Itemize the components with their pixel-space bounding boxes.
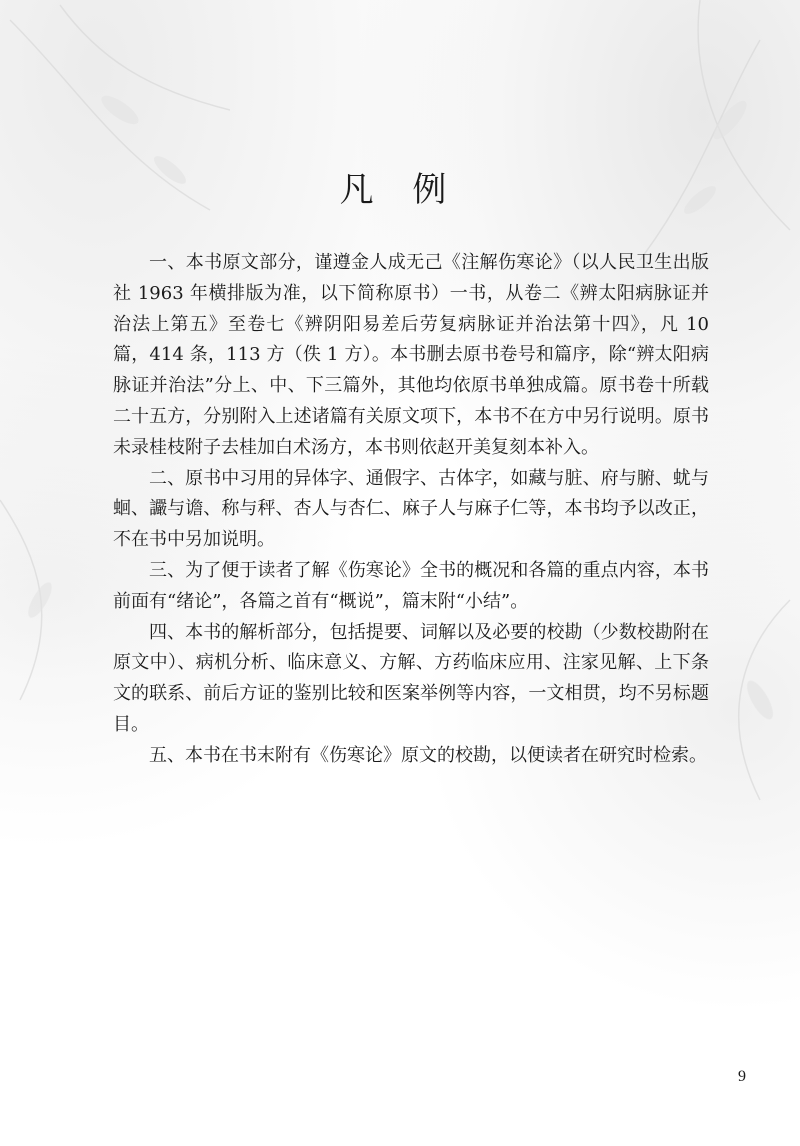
page-title: 凡 例 [339, 170, 461, 210]
page-number: 9 [738, 1068, 746, 1085]
paragraph-1: 一、本书原文部分，谨遵金人成无己《注解伤寒论》（以人民卫生出版社 1963 年横排版为准，以下简称原书）一书，从卷二《辨太阳病脉证并治法上第五》至卷七《辨阴阳易差后劳复病脉证并治法第十四》，凡 10 篇，414 条，113 方（佚 1 方）。本书删去原书卷号和篇序，除“辨太阳病脉证并治法”分上、中、下三篇外，其他均依原书单独成篇。原书卷十所载二十五方，分别附入上述诸篇有关原文项下，本书不在方中另行说明。原书未录桂枝附子去桂加白术汤方，本书则依赵开美复刻本补入。 [113, 252, 709, 458]
paragraph-5: 五、本书在书末附有《伤寒论》原文的校勘，以便读者在研究时检索。 [149, 744, 707, 766]
paragraph-3: 三、为了便于读者了解《伤寒论》全书的概况和各篇的重点内容，本书前面有“绪论”，各篇之首有“概说”，篇末附“小结”。 [113, 559, 709, 612]
paragraph-4: 四、本书的解析部分，包括提要、词解以及必要的校勘（少数校勘附在原文中）、病机分析、临床意义、方解、方药临床应用、注家见解、上下条文的联系、前后方证的鉴别比较和医案举例等内容，一文相贯，均不另标题目。 [113, 621, 709, 735]
body-text [113, 248, 709, 772]
paragraph-2: 二、原书中习用的异体字、通假字、古体字，如藏与脏、府与腑、蚘与蛔、讝与谵、称与秤、杏人与杏仁、麻子人与麻子仁等，本书均予以改正，不在书中另加说明。 [113, 467, 709, 551]
